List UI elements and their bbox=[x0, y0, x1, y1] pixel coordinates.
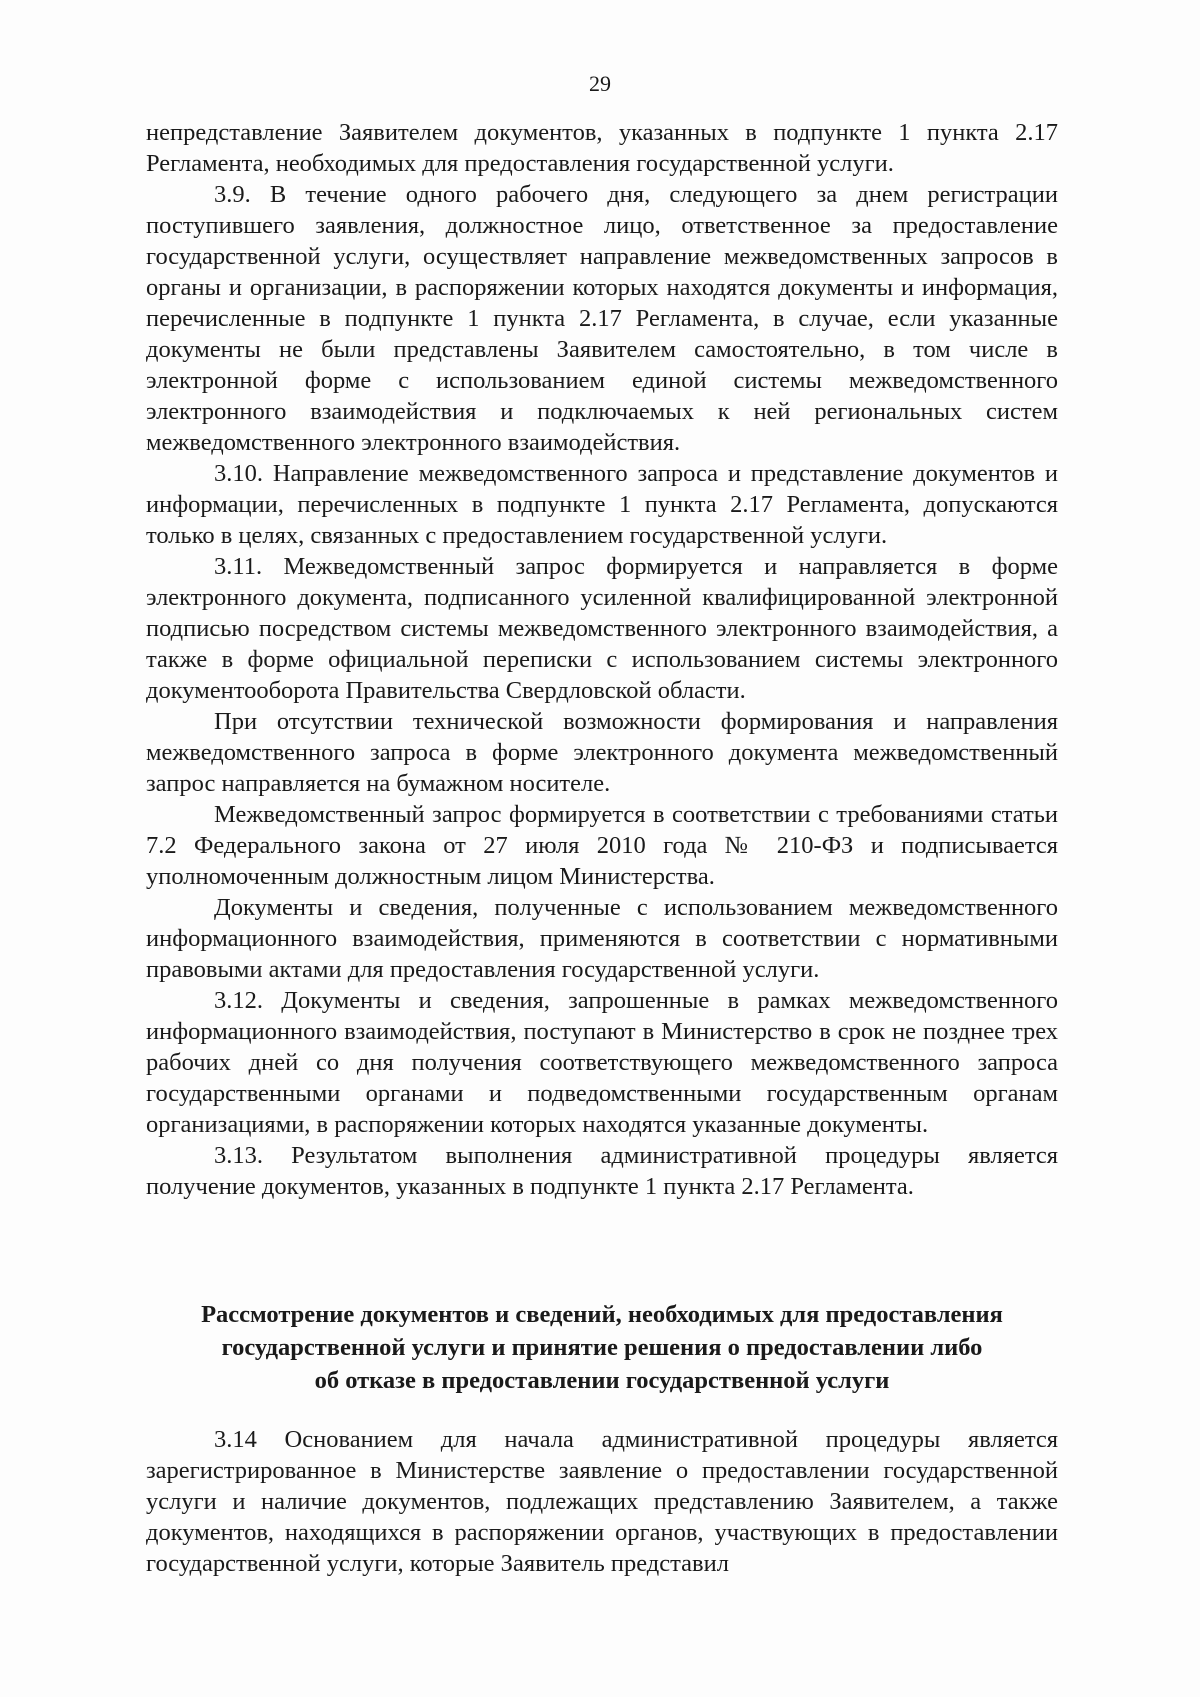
final-text bbox=[146, 1424, 1058, 1579]
paragraph-3-10: 3.10. Направление межведомственного запроса и представление документов и информации, перечисленных в подпункте 1 пункта 2.17 Регламента, допускаются только в целях, связанных с предоставлением государственной услуги. bbox=[146, 460, 1058, 549]
body-text bbox=[146, 117, 1058, 1202]
paragraph-3-14: 3.14 Основанием для начала административной процедуры является зарегистрированное в Министерстве заявление о предоставлении государственной услуги и наличие документов, подлежащих представлению Заявителем, а также документов, находящихся в распоряжении органов, участвующих в предоставлении государственной услуги, которые Заявитель представил bbox=[146, 1426, 1058, 1577]
page-number: 29 bbox=[589, 71, 611, 96]
section-heading bbox=[146, 1298, 1058, 1397]
paragraph-documents-usage: Документы и сведения, полученные с использованием межведомственного информационного взаимодействия, применяются в соответствии с нормативными правовыми актами для предоставления государственной услуги. bbox=[146, 894, 1058, 983]
paragraph-3-11: 3.11. Межведомственный запрос формируется и направляется в форме электронного документа, подписанного усиленной квалифицированной электронной подписью посредством системы межведомственного электронного взаимодействия, а также в форме официальной переписки с использованием системы электронного документооборота Правительства Свердловской области. bbox=[146, 553, 1058, 704]
section-heading-line-1: Рассмотрение документов и сведений, необходимых для предоставления bbox=[201, 1301, 1003, 1328]
paragraph-3-13: 3.13. Результатом выполнения административной процедуры является получение документов, указанных в подпункте 1 пункта 2.17 Регламента. bbox=[146, 1142, 1058, 1200]
section-heading-line-2: государственной услуги и принятие решения о предоставлении либо bbox=[221, 1334, 983, 1361]
paragraph-continuation: непредставление Заявителем документов, указанных в подпункте 1 пункта 2.17 Регламента, необходимых для предоставления государственной услуги. bbox=[146, 119, 1058, 177]
paragraph-request-requirements: Межведомственный запрос формируется в соответствии с требованиями статьи 7.2 Федерального закона от 27 июля 2010 года № 210-ФЗ и подписывается уполномоченным должностным лицом Министерства. bbox=[146, 801, 1058, 890]
paragraph-3-12: 3.12. Документы и сведения, запрошенные в рамках межведомственного информационного взаимодействия, поступают в Министерство в срок не позднее трех рабочих дней со дня получения соответствующего межведомственного запроса государственными органами и подведомственными государственным органам организациями, в распоряжении которых находятся указанные документы. bbox=[146, 987, 1058, 1138]
paragraph-paper-request: При отсутствии технической возможности формирования и направления межведомственного запроса в форме электронного документа межведомственный запрос направляется на бумажном носителе. bbox=[146, 708, 1058, 797]
section-heading-line-3: об отказе в предоставлении государственной услуги bbox=[314, 1367, 890, 1394]
paragraph-3-9: 3.9. В течение одного рабочего дня, следующего за днем регистрации поступившего заявления, должностное лицо, ответственное за предоставление государственной услуги, осуществляет направление межведомственных запросов в органы и организации, в распоряжении которых находятся документы и информация, перечисленные в подпункте 1 пункта 2.17 Регламента, в случае, если указанные документы не были представлены Заявителем самостоятельно, в том числе в электронной форме с использованием единой системы межведомственного электронного взаимодействия и подключаемых к ней региональных систем межведомственного электронного взаимодействия. bbox=[146, 181, 1058, 456]
